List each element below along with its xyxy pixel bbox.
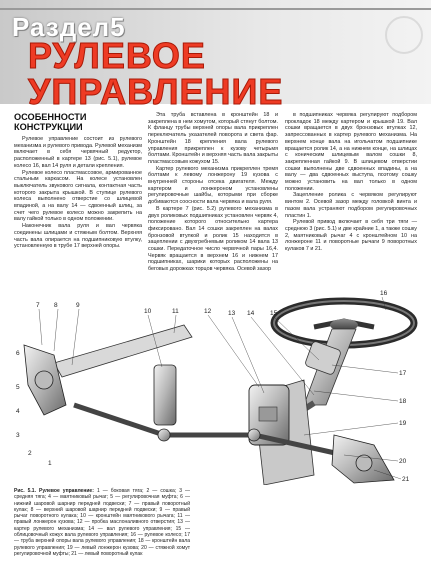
- chapter-title-line2: УПРАВЛЕНИЕ: [28, 71, 284, 112]
- banner-stripe: [0, 8, 431, 10]
- callout-21: 21: [402, 476, 410, 483]
- chapter-title-line1: РУЛЕВОЕ: [28, 35, 206, 76]
- callout-6: 6: [16, 350, 20, 357]
- text-column-1: [14, 112, 142, 250]
- callout-10: 10: [144, 308, 152, 315]
- paragraph: В картере 7 (рис. 5.2) рулевого механизма в двух роликовых подшипниках установлен червяк 4, положение которого относительно картера фиксировано. Вал 14 сошки закреплен на валах бронзовой втулкой и ролик 15 находится в зацеплении с двухгребневым роликом 14 вала 13 сошки. Передаточное число червячной пары 16,4. Червяк вращается в верхнем 16 и нижнем 17 подшипниках, шарики которых расположены на беговых дорожках торцов червяка. Осевой зазор: [148, 205, 278, 273]
- article-subheading: ОСОБЕННОСТИ КОНСТРУКЦИИ: [14, 112, 87, 132]
- paragraph: в подшипниках червяка регулируют подбором прокладок 18 между картером и крышкой 19. Вал сошки вращается в двух бронзовых втулках 12, запрессованных в картер рулевого механизма. На верхнем конце вала на игольчатом подшипнике вращается ролик 14, а на нижнем конце, на шлицах с коническим шлицевым валом сошки 8, закрепленная гайкой 9. В шлицевом отверстии сошки выполнены две сдвоенных впадины, а на валу — два сдвоенных выступа, поэтому сошку можно установить на вал только в одном положении.: [285, 112, 417, 192]
- idler-arm: [154, 365, 176, 425]
- callout-13: 13: [228, 310, 236, 317]
- callout-4: 4: [16, 408, 20, 415]
- figure-caption: [14, 488, 190, 557]
- callout-17: 17: [399, 370, 407, 377]
- callout-16: 16: [380, 290, 388, 297]
- paragraph: Рулевое колесо пластмассовое, армированное стальным каркасом. На колесе установлен выключатель звукового сигнала, контактная часть которого закрыта крышкой. В ступице рулевого колеса выполнено отверстие со шлицевой впадиной, а на валу 14 — сдвоенный шлиц, за счет чего рулевое колесо можно закрепить на валу гайкой только в одном положении.: [14, 169, 142, 223]
- paragraph: Картер рулевого механизма прикреплен тремя болтами к левому лонжерону 19 кузова с внутренней стороны отсека двигателя. Между картером и лонжероном установлены регулировочные шайбы, которыми при сборке добиваются соосности вала червяка и вала руля.: [148, 165, 278, 206]
- paragraph: Наконечник вала руля и вал червяка соединены шлицами и стяжным болтом. Верхняя часть вала опирается на подшипниковую втулку, установленную в трубе 17 верхней опоры.: [14, 223, 142, 250]
- callout-18: 18: [399, 398, 407, 405]
- callout-7: 7: [36, 302, 40, 309]
- callout-15: 15: [270, 310, 278, 317]
- section-label: Раздел5: [12, 12, 126, 42]
- caption-text: 1 — боковая тяга; 2 — сошка; 3 — средняя тяга; 4 — маятниковый рычаг; 5 — регулировочная муфта; 6 — нижний шаровой шарнир передней подвески; 7 — правый поворотный кулак; 8 — верхний шаровой шарнир передней подвески; 9 — правый рычаг поворотного кулака; 10 — кронштейн маятникового рычага; 11 — правый лонжерон кузова; 12 — пробка маслоналивного отверстия; 13 — картер рулевого механизма; 14 — вал рулевого управления; 15 — облицовочный кожух вала рулевого управления; 16 — рулевое колесо; 17 — труба верхней опоры вала рулевого управления; 18 — кронштейн вала рулевого управления; 19 — левый лонжерон кузова; 20 — стяжной хомут регулировочной муфты; 21 — левый поворотный кулак: [14, 488, 191, 557]
- text-column-3: [285, 112, 417, 253]
- callout-5: 5: [16, 384, 20, 391]
- callout-8: 8: [54, 302, 58, 309]
- callout-12: 12: [204, 308, 212, 315]
- callout-1: 1: [48, 460, 52, 467]
- callout-2: 2: [28, 450, 32, 457]
- steering-diagram: [14, 285, 419, 485]
- paragraph: Эта труба вставлена в кронштейн 18 и закреплена в нем хомутом, который стянут болтом. К фланцу трубы верхней опоры вала прикреплен переключатель указателей поворота и света фар. Кронштейн 18 крепления вала рулевого управления прикреплен к кузову четырьмя болтами. Кронштейн и верхняя часть вала закрыты пластмассовым кожухом 15.: [148, 112, 278, 165]
- chapter-title: [28, 35, 428, 112]
- caption-label: Рис. 5.1. Рулевое управление:: [14, 488, 94, 494]
- callout-14: 14: [247, 310, 255, 317]
- callout-19: 19: [399, 420, 407, 427]
- left-knuckle: [332, 435, 394, 483]
- paragraph: Рулевое управление состоит из рулевого механизма и рулевого привода. Рулевой механизм включает в себя червячный редуктор, расположенный в картере 13 (рис. 5.1), рулевое колесо 16, вал 14 руля и детали крепления.: [14, 136, 142, 169]
- paragraph: Зацепление ролика с червяком регулируют винтом 2. Осевой зазор между головкой винта и пазом вала устраняют подбором регулировочных пластин 1.: [285, 192, 417, 219]
- text-column-2: [148, 112, 278, 273]
- callout-11: 11: [172, 308, 179, 315]
- right-knuckle: [24, 345, 66, 415]
- paragraph: Рулевой привод включает в себя три тяги — среднюю 3 (рис. 5.1) и две крайние 1, а также сошку 2, маятниковый рычаг 4 с кронштейном 10 на лонжероне 11 и поворотные рычаги 9 поворотных кулаков 7 и 21.: [285, 219, 417, 253]
- callout-9: 9: [76, 302, 80, 309]
- callout-3: 3: [16, 432, 20, 439]
- callout-20: 20: [399, 458, 407, 465]
